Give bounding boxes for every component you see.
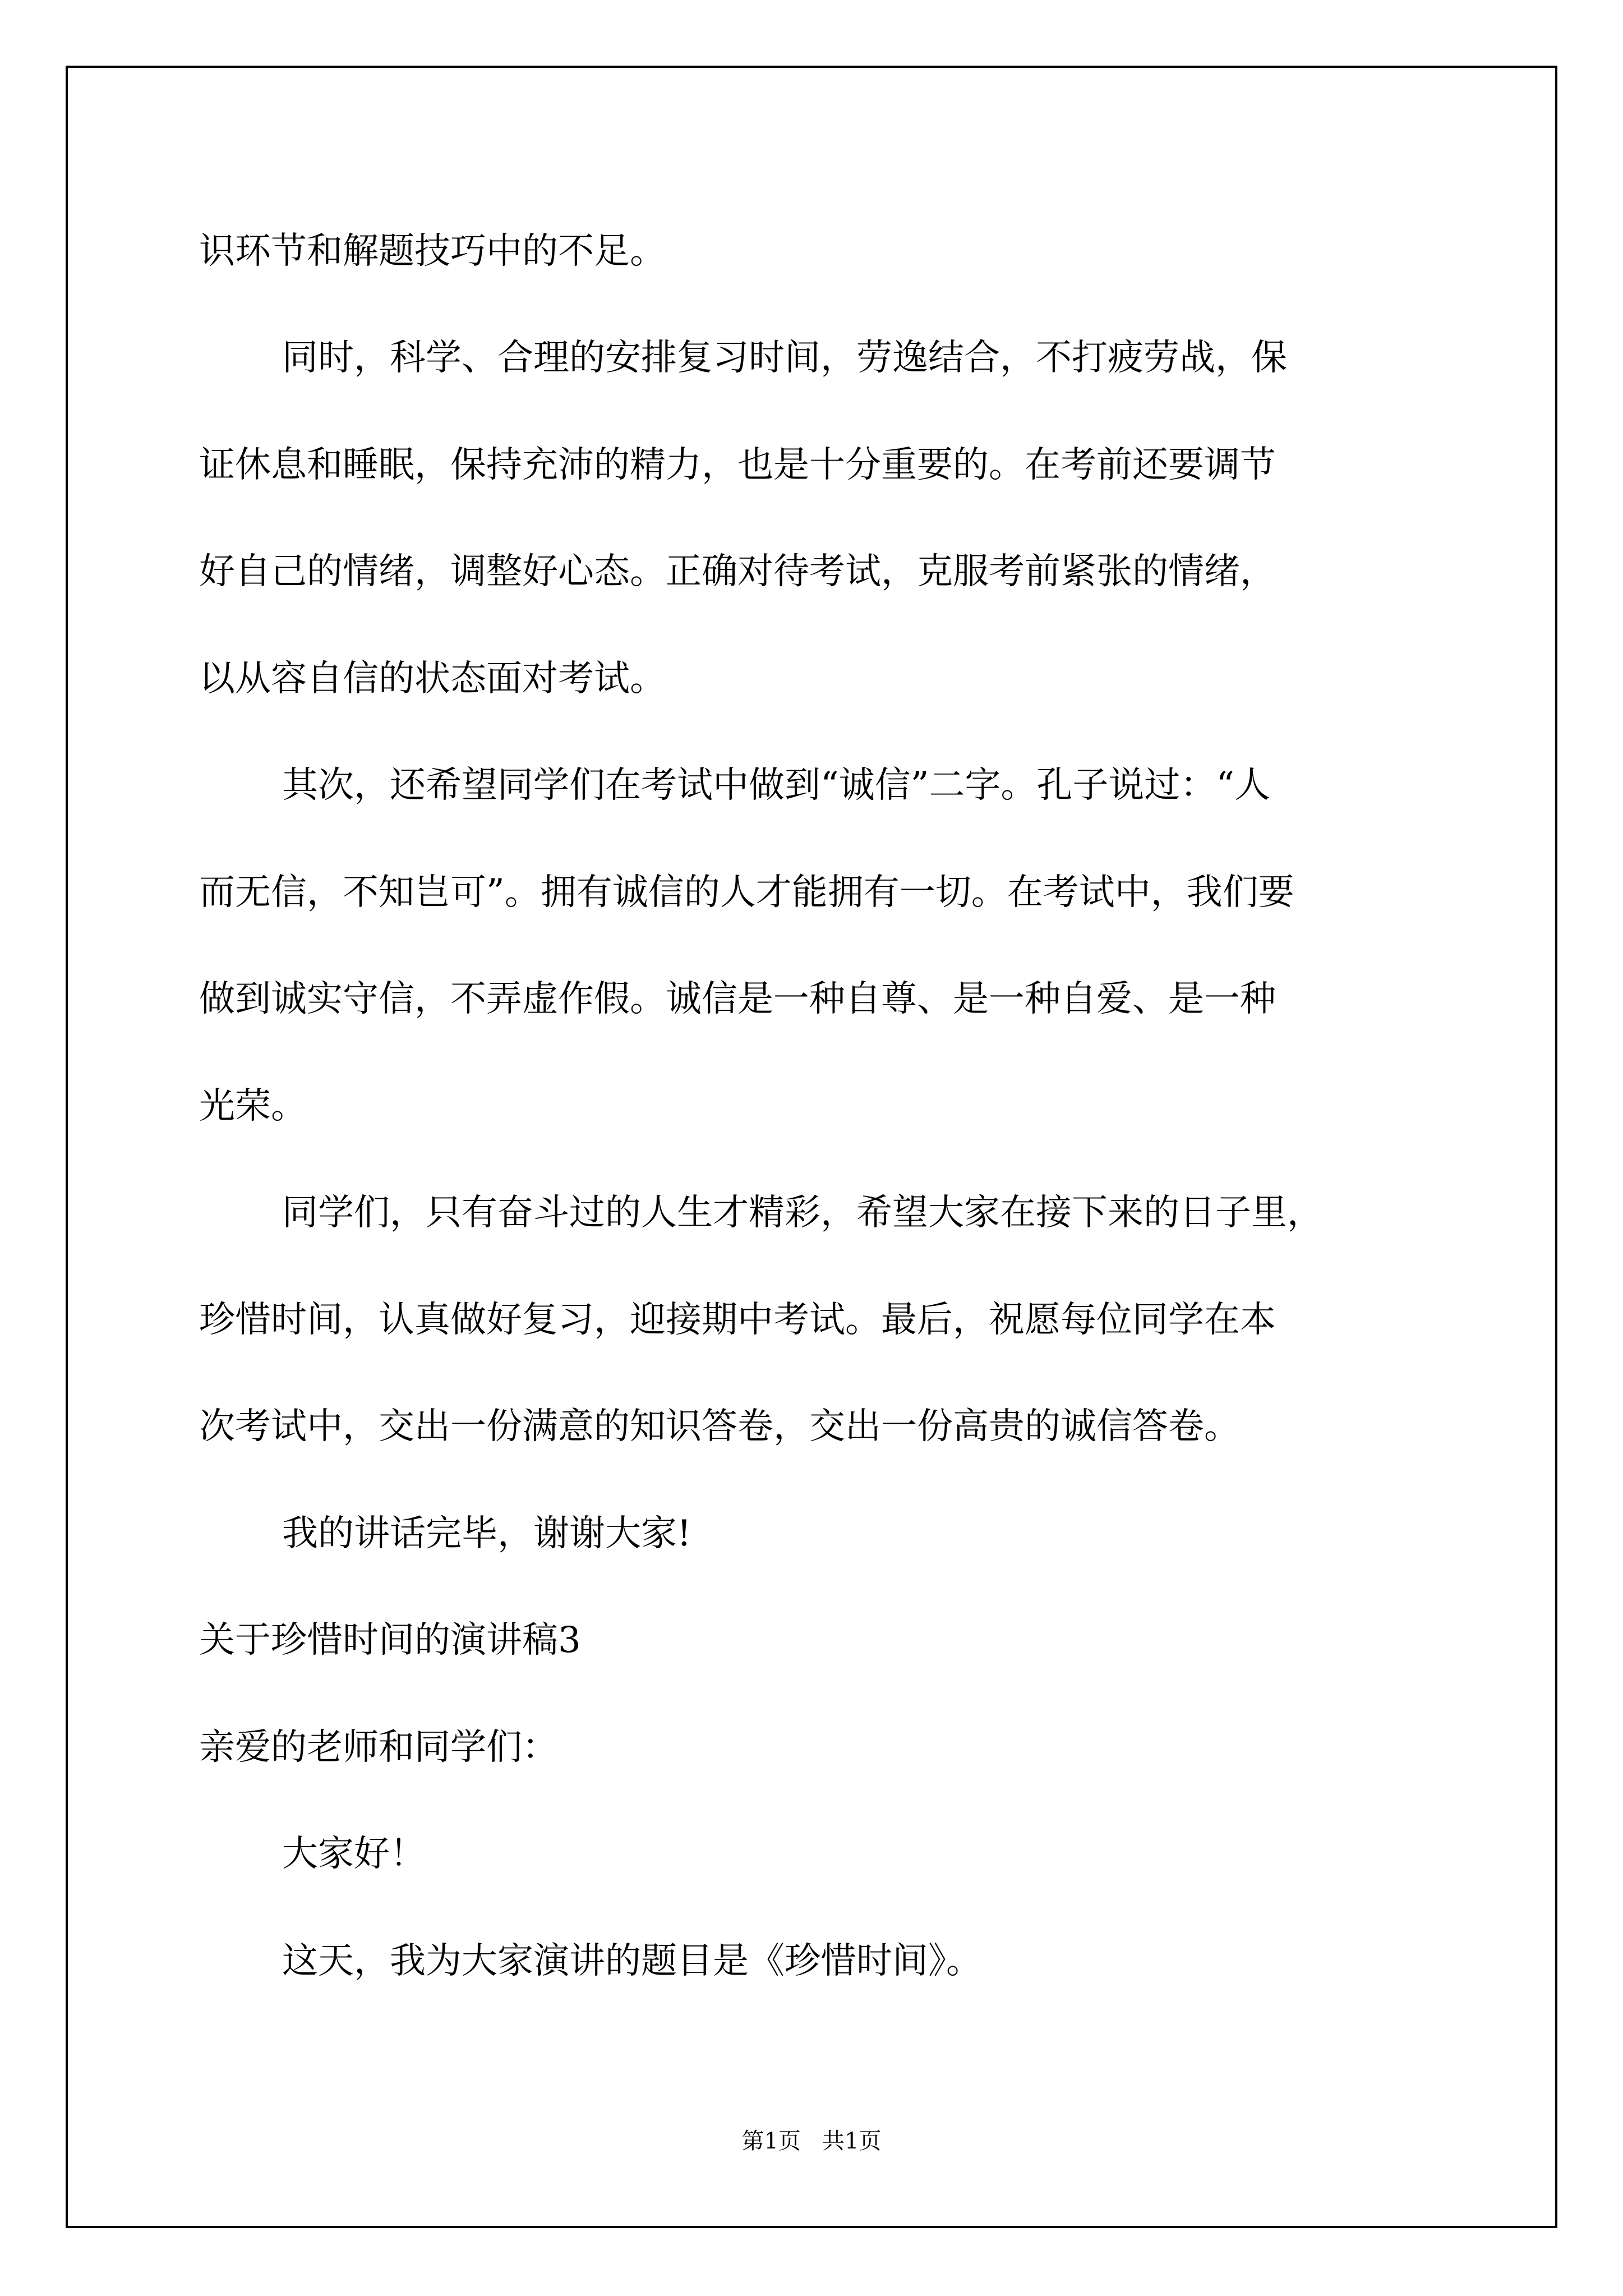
page-footer: 第1页 共1页 — [741, 2128, 882, 2154]
page-border — [66, 66, 1557, 2228]
paragraph-start: 其次，还希望同学们在考试中做到“诚信”二字。孔子说过：“人 — [282, 765, 1271, 806]
text-line: 次考试中，交出一份满意的知识答卷，交出一份高贵的诚信答卷。 — [199, 1406, 1240, 1447]
paragraph-start: 这天，我为大家演讲的题目是《珍惜时间》。 — [282, 1940, 982, 1982]
text-line: 光荣。 — [199, 1085, 307, 1127]
paragraph-start: 我的讲话完毕，谢谢大家! — [282, 1513, 691, 1554]
section-title: 关于珍惜时间的演讲稿3 — [199, 1619, 581, 1661]
salutation: 亲爱的老师和同学们： — [199, 1727, 558, 1768]
text-line: 珍惜时间，认真做好复习，迎接期中考试。最后，祝愿每位同学在本 — [199, 1299, 1276, 1341]
text-line: 以从容自信的状态面对考试。 — [199, 658, 666, 700]
greeting: 大家好！ — [282, 1833, 426, 1875]
text-line: 好自己的情绪，调整好心态。正确对待考试，克服考前紧张的情绪， — [199, 551, 1276, 592]
text-line: 证休息和睡眠，保持充沛的精力，也是十分重要的。在考前还要调节 — [199, 444, 1276, 486]
paragraph-start: 同学们，只有奋斗过的人生才精彩，希望大家在接下来的日子里， — [282, 1192, 1323, 1234]
text-line: 做到诚实守信，不弄虚作假。诚信是一种自尊、是一种自爱、是一种 — [199, 978, 1276, 1020]
text-line: 而无信，不知岂可”。拥有诚信的人才能拥有一切。在考试中，我们要 — [199, 872, 1294, 913]
paragraph-start: 同时，科学、合理的安排复习时间，劳逸结合，不打疲劳战，保 — [282, 337, 1287, 379]
text-line: 识环节和解题技巧中的不足。 — [199, 231, 666, 272]
